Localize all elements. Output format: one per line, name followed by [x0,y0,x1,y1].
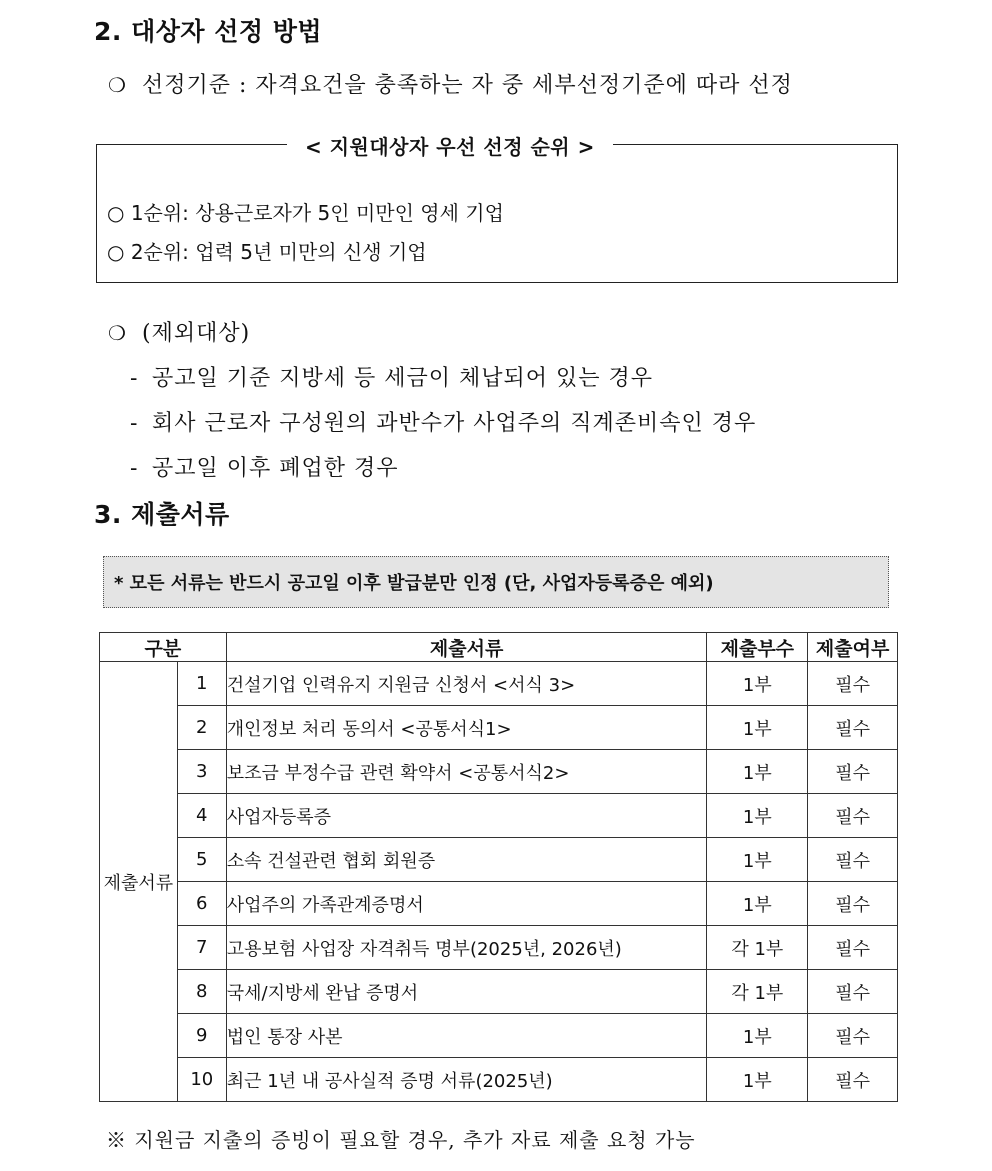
circle-bullet-icon: ○ [107,201,125,225]
table-row [100,970,898,1014]
table-row [100,926,898,970]
exclusion-item-text: 회사 근로자 구성원의 과반수가 사업주의 직계존비속인 경우 [152,411,757,436]
row-number: 7 [177,926,226,970]
circle-bullet-icon: ○ [107,240,125,264]
section-2-heading: 2. 대상자 선정 방법 [94,17,323,46]
dash-bullet-icon: - [130,456,139,481]
document-name: 사업자등록증 [226,794,707,838]
dash-bullet-icon: - [130,366,139,391]
document-copies: 1부 [707,794,808,838]
document-name: 최근 1년 내 공사실적 증명 서류(2025년) [226,1058,707,1102]
document-copies: 각 1부 [707,970,808,1014]
table-row [100,706,898,750]
exclusion-heading [108,316,250,347]
document-required: 필수 [808,1058,898,1102]
document-name: 보조금 부정수급 관련 확약서 <공통서식2> [226,750,707,794]
document-name: 법인 통장 사본 [226,1014,707,1058]
header-required: 제출여부 [808,633,898,662]
exclusion-item [130,406,756,437]
priority-item-text: 2순위: 업력 5년 미만의 신생 기업 [130,240,427,264]
exclusion-item-text: 공고일 기준 지방세 등 세금이 체납되어 있는 경우 [152,366,653,391]
priority-box-title: < 지원대상자 우선 선정 순위 > [287,131,613,160]
document-name: 고용보험 사업장 자격취득 명부(2025년, 2026년) [226,926,707,970]
document-required: 필수 [808,926,898,970]
exclusion-item [130,361,653,392]
documents-table [99,632,898,1102]
document-name: 개인정보 처리 동의서 <공통서식1> [226,706,707,750]
document-copies: 1부 [707,882,808,926]
document-required: 필수 [808,794,898,838]
document-required: 필수 [808,838,898,882]
document-name: 사업주의 가족관계증명서 [226,882,707,926]
exclusion-heading-text: (제외대상) [142,321,251,346]
row-number: 8 [177,970,226,1014]
header-category: 구분 [100,633,227,662]
document-name: 국세/지방세 완납 증명서 [226,970,707,1014]
selection-criteria-text: 선정기준 : 자격요건을 충족하는 자 중 세부선정기준에 따라 선정 [142,73,793,98]
priority-item-text: 1순위: 상용근로자가 5인 미만인 영세 기업 [130,201,504,225]
row-number: 3 [177,750,226,794]
priority-item [107,236,427,265]
priority-item [107,197,504,226]
document-copies: 각 1부 [707,926,808,970]
hollow-circle-bullet-icon: ❍ [108,321,127,345]
header-copies: 제출부수 [707,633,808,662]
document-required: 필수 [808,662,898,706]
row-number: 9 [177,1014,226,1058]
notice-box: * 모든 서류는 반드시 공고일 이후 발급분만 인정 (단, 사업자등록증은 예외) [103,556,889,608]
priority-box [96,135,898,283]
dash-bullet-icon: - [130,411,139,436]
exclusion-item [130,451,399,482]
row-number: 4 [177,794,226,838]
table-row [100,838,898,882]
table-row [100,662,898,706]
document-copies: 1부 [707,1058,808,1102]
document-name: 건설기업 인력유지 지원금 신청서 <서식 3> [226,662,707,706]
section-3-heading: 3. 제출서류 [94,500,230,529]
row-number: 5 [177,838,226,882]
document-required: 필수 [808,882,898,926]
row-number: 1 [177,662,226,706]
table-row [100,1014,898,1058]
table-row [100,1058,898,1102]
document-required: 필수 [808,970,898,1014]
document-copies: 1부 [707,750,808,794]
table-header-row [100,633,898,662]
document-required: 필수 [808,706,898,750]
document-copies: 1부 [707,1014,808,1058]
footnote: ※ 지원금 지출의 증빙이 필요할 경우, 추가 자료 제출 요청 가능 [106,1128,696,1152]
exclusion-item-text: 공고일 이후 폐업한 경우 [152,456,399,481]
document-required: 필수 [808,1014,898,1058]
row-number: 2 [177,706,226,750]
group-label: 제출서류 [100,662,178,1102]
document-required: 필수 [808,750,898,794]
document-copies: 1부 [707,706,808,750]
document-name: 소속 건설관련 협회 회원증 [226,838,707,882]
document-copies: 1부 [707,838,808,882]
selection-criteria [108,68,793,99]
table-row [100,750,898,794]
document-copies: 1부 [707,662,808,706]
row-number: 10 [177,1058,226,1102]
row-number: 6 [177,882,226,926]
header-document: 제출서류 [226,633,707,662]
table-row [100,882,898,926]
table-row [100,794,898,838]
hollow-circle-bullet-icon: ❍ [108,73,127,97]
